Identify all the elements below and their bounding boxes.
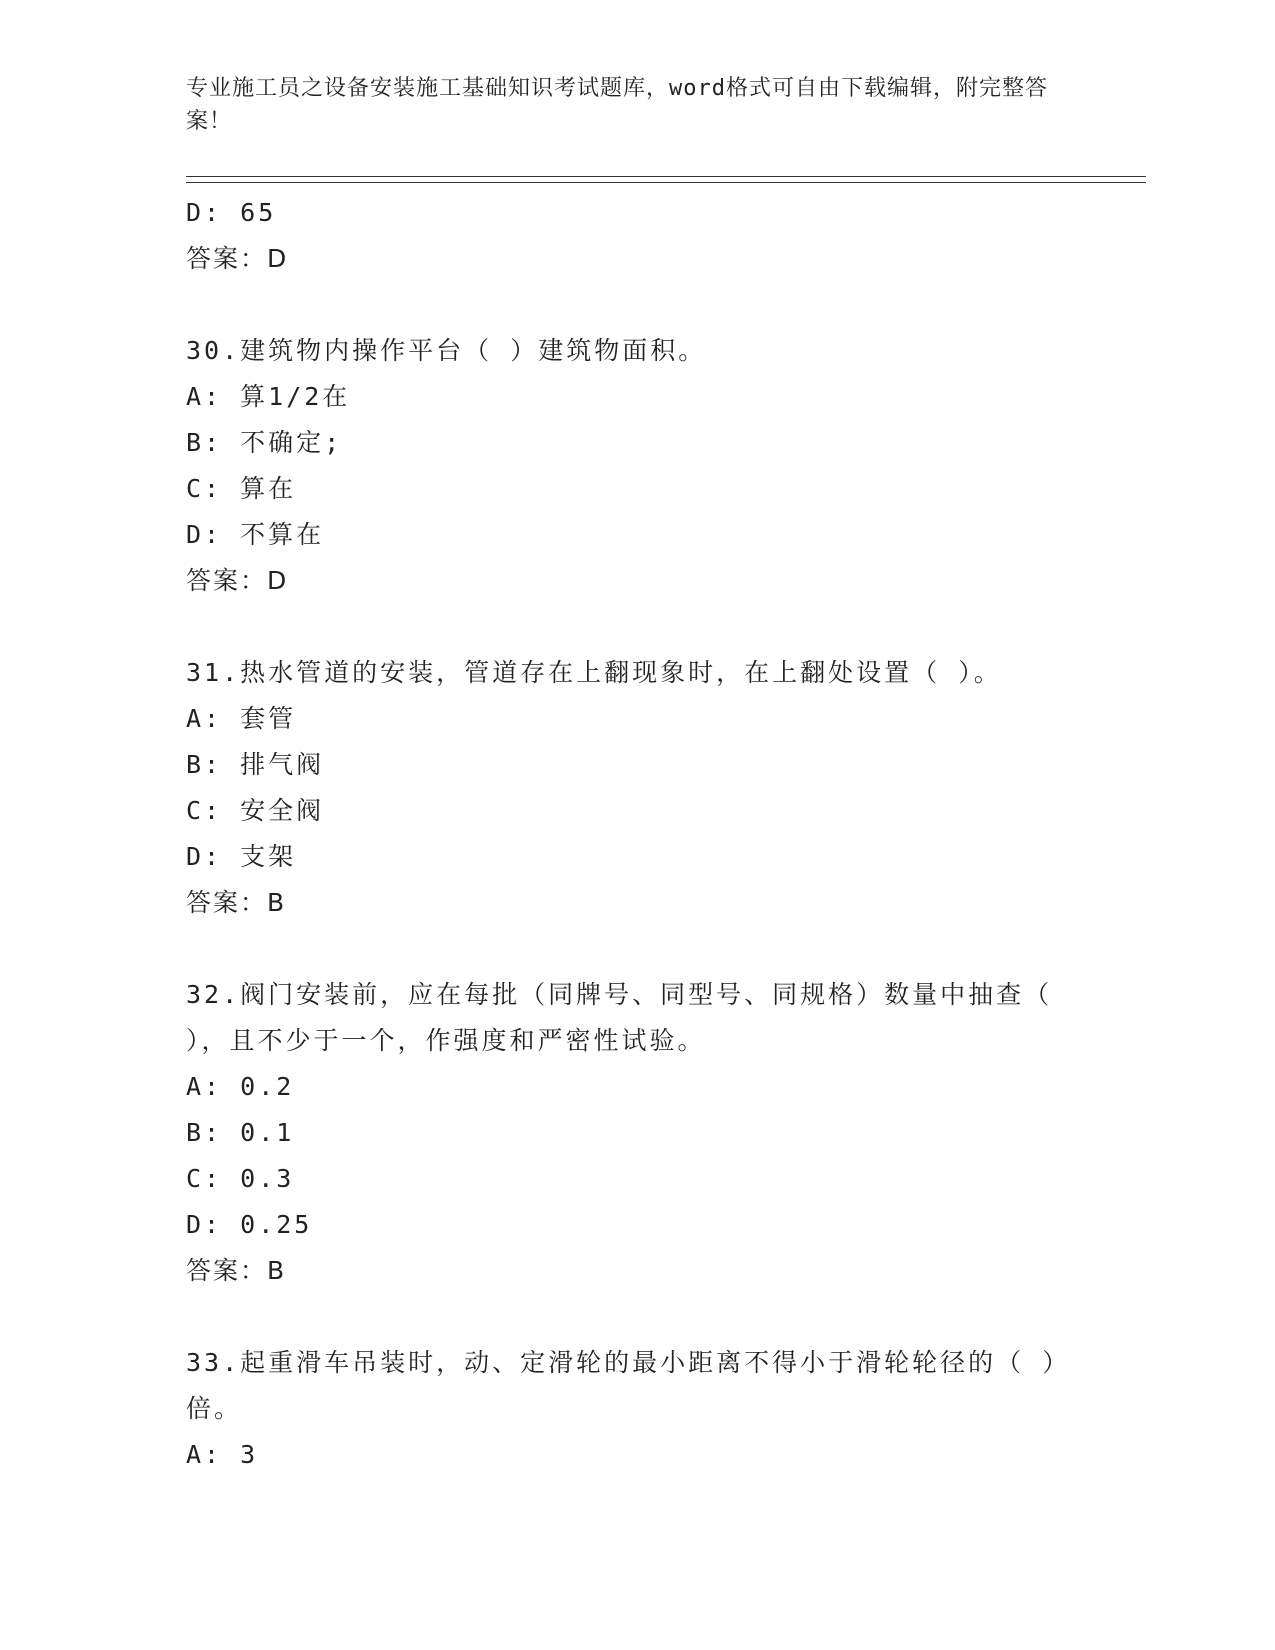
option-a: A: 3: [186, 1440, 259, 1469]
carryover-option: D: 65: [186, 198, 277, 227]
question-stem: 33.起重滑车吊装时，动、定滑轮的最小距离不得小于滑轮轮径的（ ）倍。: [186, 1348, 1071, 1423]
option-c: C: 0.3: [186, 1164, 295, 1193]
option-c: C: 算在: [186, 474, 297, 503]
answer-line: 答案：B: [186, 1256, 287, 1285]
question-stem: 30.建筑物内操作平台（ ）建筑物面积。: [186, 336, 707, 365]
carryover-answer: 答案：D: [186, 244, 289, 273]
question-32: [186, 972, 1086, 1294]
question-31: [186, 650, 1086, 926]
answer-line: 答案：D: [186, 566, 289, 595]
option-a: A: 算1/2在: [186, 382, 351, 411]
option-c: C: 安全阀: [186, 796, 325, 825]
option-a: A: 0.2: [186, 1072, 295, 1101]
option-d: D: 不算在: [186, 520, 325, 549]
answer-line: 答案：B: [186, 888, 287, 917]
header-divider: [186, 176, 1146, 183]
option-b: B: 0.1: [186, 1118, 295, 1147]
document-header: 专业施工员之设备安装施工基础知识考试题库，word格式可自由下载编辑，附完整答案！: [186, 76, 1048, 134]
document-body: [186, 190, 1086, 1478]
option-a: A: 套管: [186, 704, 297, 733]
question-stem: 32.阀门安装前，应在每批（同牌号、同型号、同规格）数量中抽查（ ），且不少于一个，作强度和严密性试验。: [186, 980, 1053, 1055]
question-stem: 31.热水管道的安装，管道存在上翻现象时，在上翻处设置（ ）。: [186, 658, 1002, 687]
question-33: [186, 1340, 1086, 1478]
option-d: D: 支架: [186, 842, 297, 871]
question-30: [186, 328, 1086, 604]
option-b: B: 排气阀: [186, 750, 325, 779]
option-d: D: 0.25: [186, 1210, 313, 1239]
option-b: B: 不确定;: [186, 428, 343, 457]
